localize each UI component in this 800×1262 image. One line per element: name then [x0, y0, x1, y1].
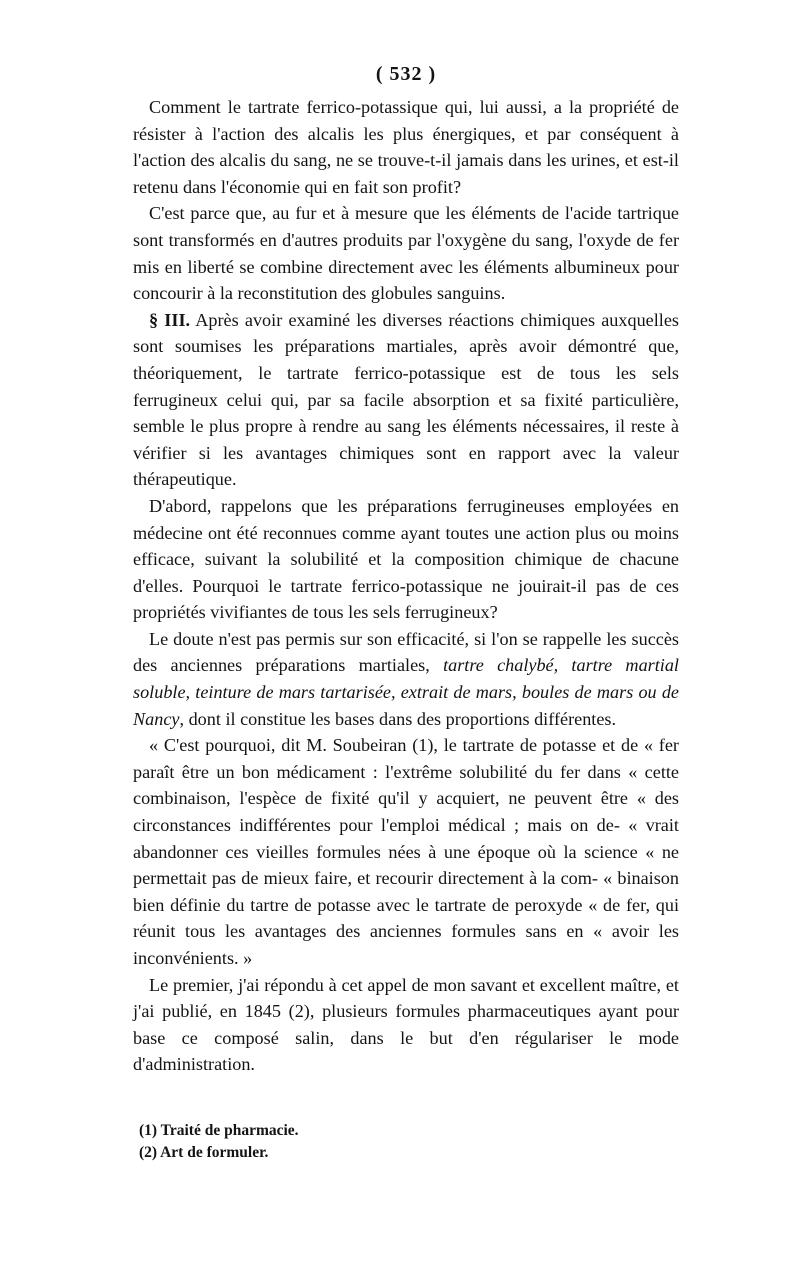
body-text-2 — [133, 972, 679, 1078]
paragraph-2: C'est parce que, au fur et à mesure que les éléments de l'acide tartrique sont transformés en d'autres produits par l'oxygène du sang, l'oxyde de fer mis en liberté se combine directement avec les éléments albumineux pour concourir à la reconstitution des globules sanguins. — [133, 203, 679, 304]
paragraph-1: Comment le tartrate ferrico-potassique qui, lui aussi, a la propriété de résister à l'action des alcalis les plus énergiques, et par conséquent à l'action des alcalis du sang, ne se trouve-t-il jamais dans les urines, et est-il retenu dans l'économie qui en fait son profit? — [133, 97, 679, 197]
page-number: ( 532 ) — [375, 63, 437, 85]
italic-preparations: tartre chalybé, tartre martial soluble, teinture de mars tartarisée, extrait de mars, boules de mars ou de Nancy — [133, 655, 679, 729]
paragraph-3 — [133, 307, 679, 493]
book-page — [133, 60, 679, 1164]
quotation-text: « C'est pourquoi, dit M. Soubeiran (1), le tartrate de potasse et de « fer paraît être un bon médicament : l'extrême solubilité du fer dans « cette combinaison, l'espèce de fixité qu'il y acquiert, ne peuvent être « des circonstances indifférentes pour l'emploi médical ; mais on de- « vrait abandonner ces vieilles formules nées à une époque où la science « ne permettait pas de mieux faire, et recourir directement à la com- « binaison bien définie du tartre de potasse avec le tartrate de peroxyde « de fer, qui réunit tous les avantages des anciennes formules sans en « avoir les inconvénients. » — [133, 735, 679, 968]
footnote-2: (2) Art de formuler. — [139, 1143, 269, 1161]
paragraph-3-text: Après avoir examiné les diverses réactions chimiques auxquelles sont soumises les préparations martiales, après avoir démontré que, théoriquement, le tartrate ferrico-potassique est de tous les sels ferrugineux celui qui, par sa facile absorption et sa fixité particulière, semble le plus propre à rendre au sang les éléments nécessaires, il reste à vérifier si les avantages chimiques sont en rapport avec la valeur thérapeutique. — [133, 309, 680, 490]
footnotes — [133, 1120, 679, 1164]
body-text — [133, 94, 679, 732]
quotation — [133, 732, 679, 971]
paragraph-7: Le premier, j'ai répondu à cet appel de mon savant et excellent maître, et j'ai publié, en 1845 (2), plusieurs formules pharmaceutiques ayant pour base ce composé salin, dans le but d'en régulariser le mode d'administration. — [133, 974, 679, 1075]
paragraph-4: D'abord, rappelons que les préparations ferrugineuses employées en médecine ont été reconnues comme ayant toutes une action plus ou moins efficace, suivant la solubilité et la composition chimique de chacune d'elles. Pourquoi le tartrate ferrico-potassique ne jouirait-il pas de ces propriétés vivifiantes de tous les sels ferrugineux? — [133, 495, 679, 623]
footnote-1: (1) Traité de pharmacie. — [139, 1121, 299, 1139]
section-heading: § III. — [149, 309, 191, 330]
paragraph-5 — [133, 626, 679, 732]
paragraph-5-text-b: , dont il constitue les bases dans des proportions différentes. — [179, 708, 617, 729]
paragraph-5-text-a: Le doute n'est pas permis sur son efficacité, si l'on se rappelle les succès des anciennes préparations martiales, — [133, 628, 679, 676]
